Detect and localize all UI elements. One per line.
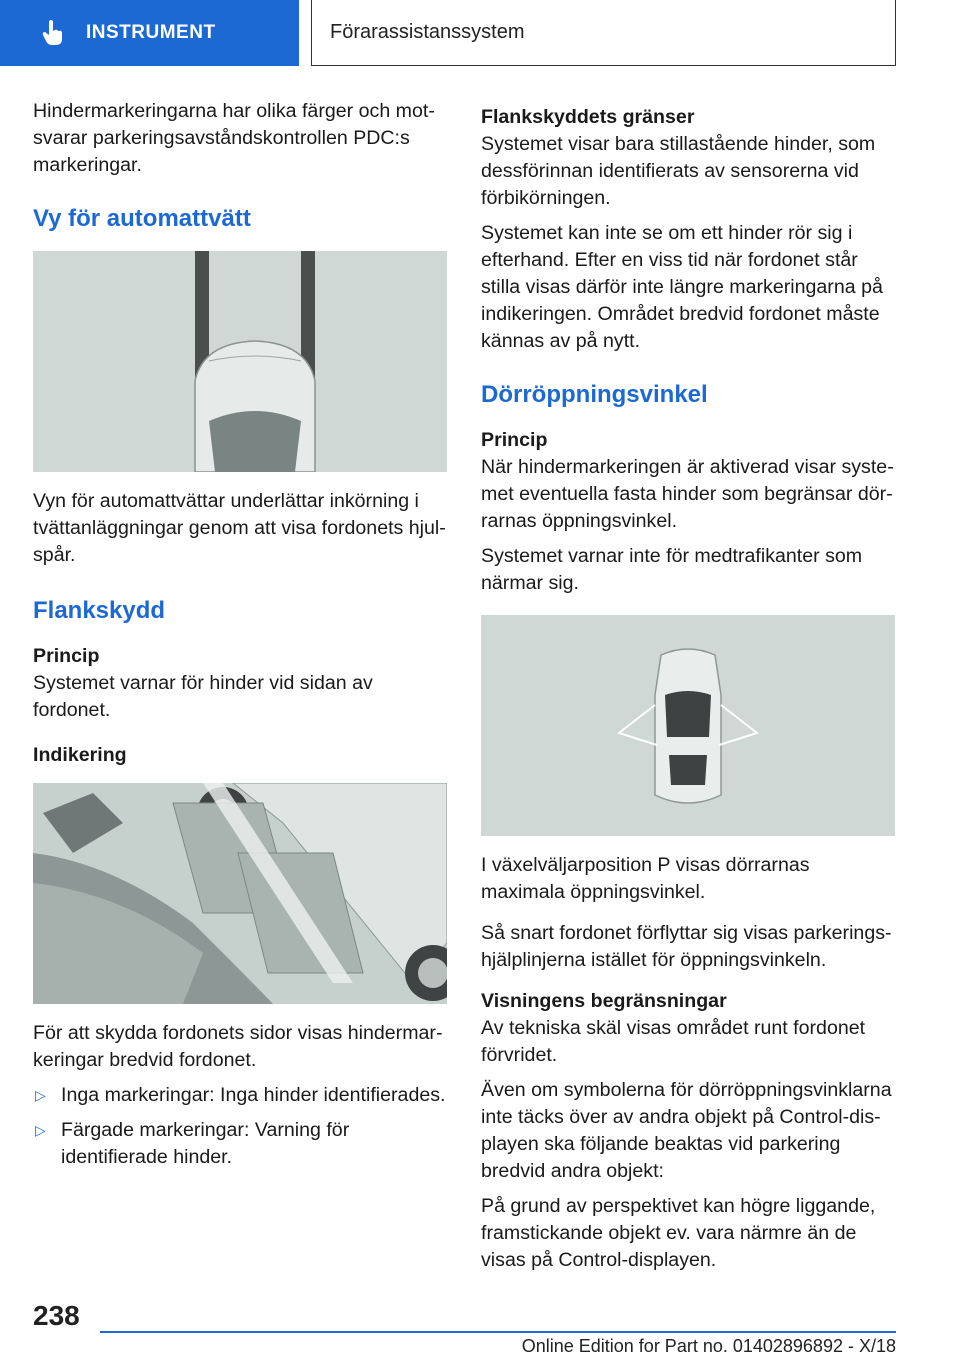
page-number: 238 [33, 1300, 80, 1331]
door-paragraph-3: I växelväljarposition P visas dörrarnas maximala öppningsvinkel. [481, 854, 810, 903]
flank-paragraph: Systemet varnar för hinder vid sidan av fordonet. [33, 672, 373, 721]
list-item: ▷ Färgade markeringar: Varning för identifierade hinder. [35, 1119, 350, 1168]
door-angle-figure [481, 615, 895, 836]
triangle-bullet-icon: ▷ [35, 1122, 46, 1138]
flank-indication-figure [33, 783, 447, 1004]
hand-pointer-icon [40, 18, 66, 48]
view-paragraph-2: Även om symbolerna för dörröppningsvinklarna inte täcks över av andra objekt på Control-displayen ska följande beaktas vid parkering bredvid andra objekt: [481, 1079, 892, 1182]
heading-car-wash-view: Vy för automattvätt [33, 205, 251, 232]
left-column [33, 98, 447, 1179]
footer-edition: Online Edition for Part no. 01402896892 - X/18 [521, 1336, 896, 1356]
list-item: ▷ Inga markeringar: Inga hinder identifierades. [33, 1082, 447, 1109]
door-paragraph-2: Systemet varnar inte för medtrafikanter som närmar sig. [481, 545, 863, 594]
section-tab-label: INSTRUMENT [86, 22, 216, 43]
page-header [0, 0, 960, 66]
car-wash-view-figure [33, 251, 447, 472]
car-wash-paragraph: Vyn för automattvättar underlättar inkörning i tvättanläggningar genom att visa fordonets hjulspår. [33, 490, 446, 566]
heading-flank: Flankskydd [33, 597, 166, 624]
heading-flank-limits: Flankskyddets gränser [481, 106, 695, 128]
view-paragraph-1: Av tekniska skäl visas området runt fordonet förvridet. [481, 1017, 866, 1066]
section-tab[interactable] [0, 0, 299, 66]
indication-paragraph: För att skydda fordonets sidor visas hindermarkeringar bredvid fordonet. [33, 1022, 443, 1071]
chapter-title: Förarassistanssystem [311, 0, 896, 66]
triangle-bullet-icon: ▷ [35, 1087, 46, 1103]
heading-door-angle: Dörröppningsvinkel [481, 381, 708, 408]
heading-indication: Indikering [33, 744, 127, 766]
view-paragraph-3: På grund av perspektivet kan högre liggande, framstickande objekt ev. vara närmre än de visas på Control-displayen. [481, 1195, 876, 1271]
heading-view-limits: Visningens begränsningar [481, 990, 727, 1012]
right-column [481, 104, 895, 1282]
indication-list [33, 1082, 447, 1171]
heading-principle: Princip [481, 429, 548, 451]
door-paragraph-4: Så snart fordonet förflyttar sig visas parkeringshjälplinjerna istället för öppningsvinkeln. [481, 922, 892, 971]
door-paragraph-1: När hindermarkeringen är aktiverad visar systemet eventuella fasta hinder som begränsar dörrarnas öppningsvinkel. [481, 456, 894, 532]
footer-rule [100, 1331, 896, 1333]
limits-paragraph-1: Systemet visar bara stillastående hinder, som dessförinnan identifierats av sensorerna vid förbikörningen. [481, 133, 876, 209]
intro-paragraph: Hindermarkeringarna har olika färger och motsvarar parkeringsavståndskontrollen PDC:s markeringar. [33, 100, 435, 176]
limits-paragraph-2: Systemet kan inte se om ett hinder rör sig i efterhand. Efter en viss tid när fordonet står stilla visas därför inte längre markeringarna på indikeringen. Området bredvid fordonet måste kännas av på nytt. [481, 222, 883, 352]
heading-principle: Princip [33, 645, 100, 667]
